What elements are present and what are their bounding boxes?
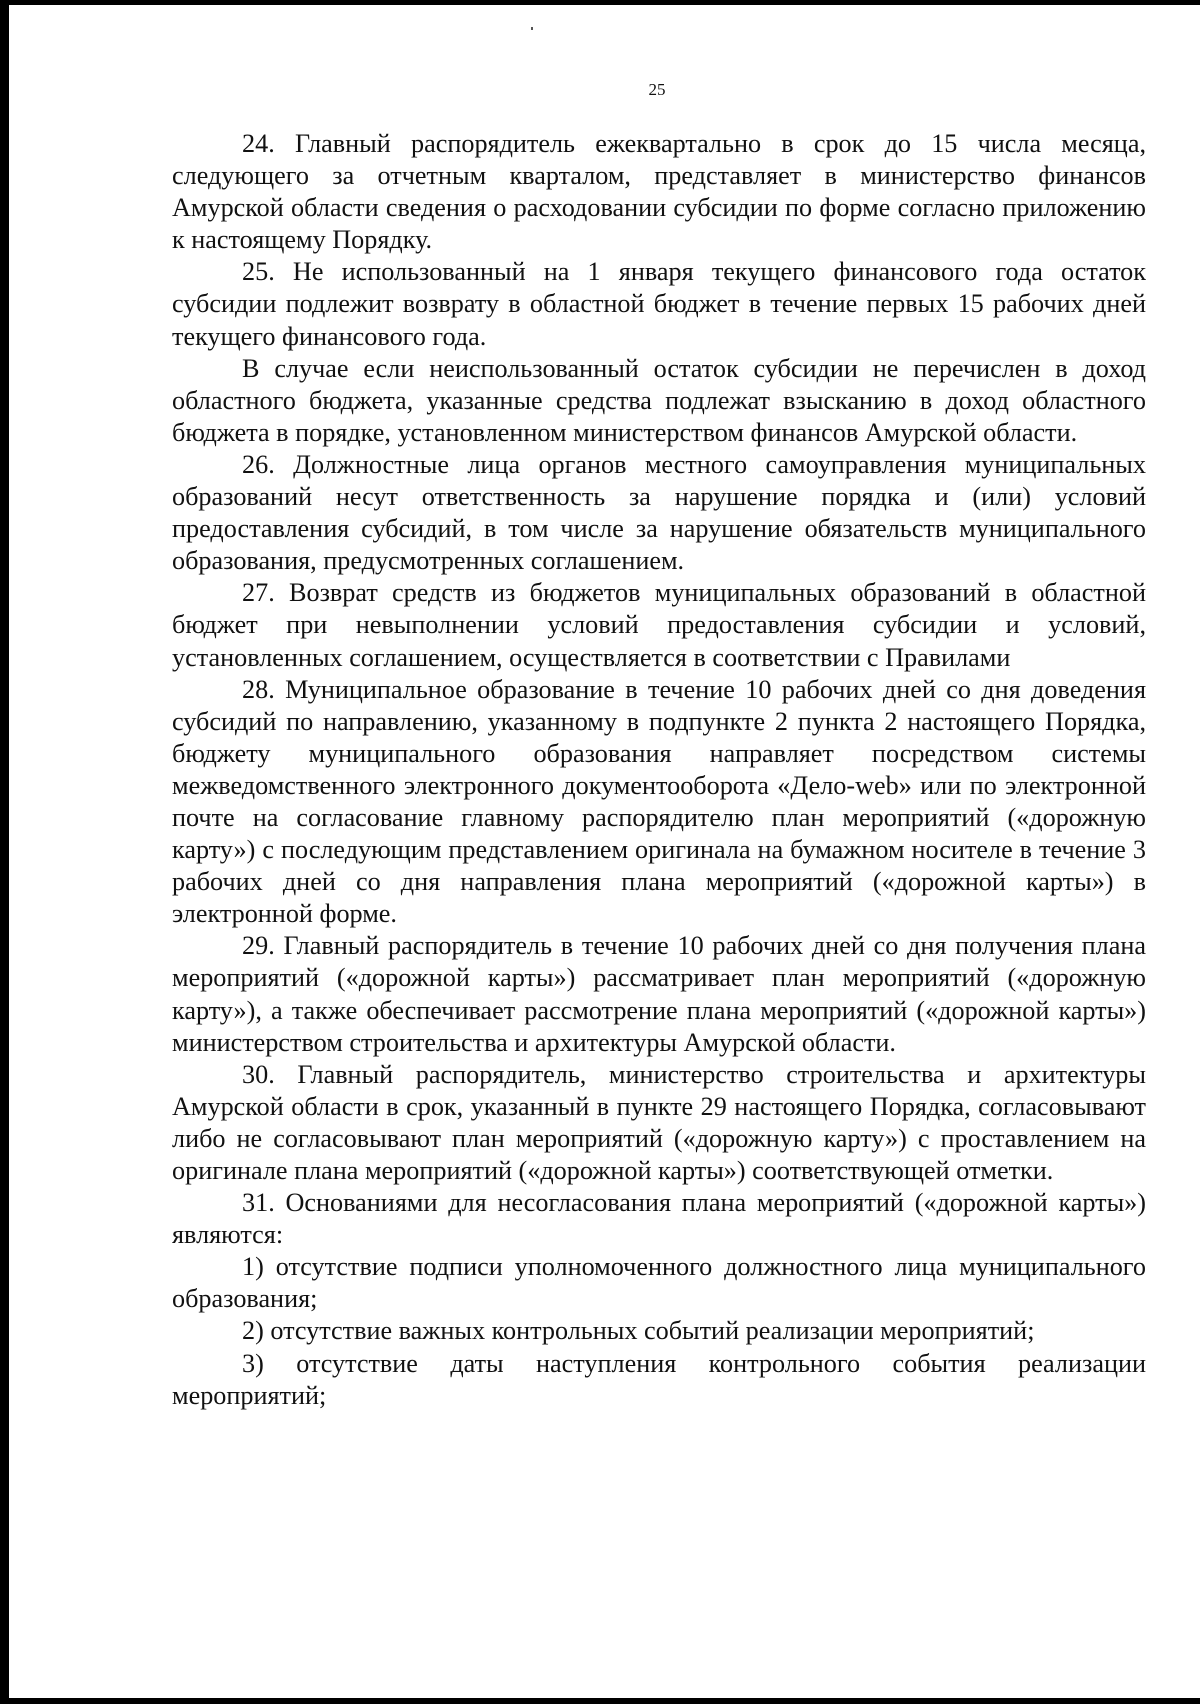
list-item-3: 3) отсутствие даты наступления контрольного события реализации мероприятий; — [172, 1348, 1146, 1410]
scan-edge-bottom — [0, 1698, 1200, 1704]
paragraph-30: 30. Главный распорядитель, министерство строительства и архитектуры Амурской области в срок, указанный в пункте 29 настоящего Порядка, согласовывают либо не согласовывают план мероприятий («дорожную карту») с проставлением на оригинале плана мероприятий («дорожной карты») соответствующей отметки. — [172, 1059, 1146, 1185]
scan-edge-left — [0, 0, 9, 1704]
paragraph-31: 31. Основаниями для несогласования плана мероприятий («дорожной карты») являются: — [172, 1188, 1146, 1250]
paragraph-27: 27. Возврат средств из бюджетов муниципальных образований в областной бюджет при невыполнении условий предоставления субсидии и условий, установленных соглашением, осуществляется в соответствии с Правилами — [172, 578, 1146, 672]
paragraph-26: 26. Должностные лица органов местного самоуправления муниципальных образований несут ответственность за нарушение порядка и (или) условий предоставления субсидий, в том числе за нарушение обязательств муниципального образования, предусмотренных соглашением. — [172, 449, 1146, 576]
paragraph-28: 28. Муниципальное образование в течение 10 рабочих дней со дня доведения субсидий по направлению, указанному в подпункте 2 пункта 2 настоящего Порядка, бюджету муниципального образования направляет посредством системы межведомственного электронного документооборота «Дело-web» или по электронной почте на согласование главному распорядителю план мероприятий («дорожную карту») с последующим представлением оригинала на бумажном носителе в течение 3 рабочих дней со дня направления плана мероприятий («дорожной карты») в электронной форме. — [172, 674, 1146, 929]
paragraph-29: 29. Главный распорядитель в течение 10 рабочих дней со дня получения плана мероприятий («дорожной карты») рассматривает план мероприятий («дорожную карту»), а также обеспечивает рассмотрение плана мероприятий («дорожной карты») министерством строительства и архитектуры Амурской области. — [172, 931, 1146, 1057]
document-body — [172, 128, 1146, 1412]
paragraph-24: 24. Главный распорядитель ежеквартально в срок до 15 числа месяца, следующего за отчетным кварталом, представляет в министерство финансов Амурской области сведения о расходовании субсидии по форме согласно приложению к настоящему Порядку. — [172, 129, 1146, 255]
paragraph-25: 25. Не использованный на 1 января текущего финансового года остаток субсидии подлежит возврату в областной бюджет в течение первых 15 рабочих дней текущего финансового года. — [172, 257, 1146, 351]
list-item-2: 2) отсутствие важных контрольных событий реализации мероприятий; — [242, 1316, 1035, 1346]
page-number: 25 — [648, 80, 666, 99]
list-item-1: 1) отсутствие подписи уполномоченного должностного лица муниципального образования; — [172, 1252, 1146, 1314]
scan-edge-top — [0, 0, 1200, 5]
scan-speck — [531, 27, 533, 30]
paragraph-25-case: В случае если неиспользованный остаток субсидии не перечислен в доход областного бюджета, указанные средства подлежат взысканию в доход областного бюджета в порядке, установленном министерством финансов Амурской области. — [172, 353, 1146, 447]
